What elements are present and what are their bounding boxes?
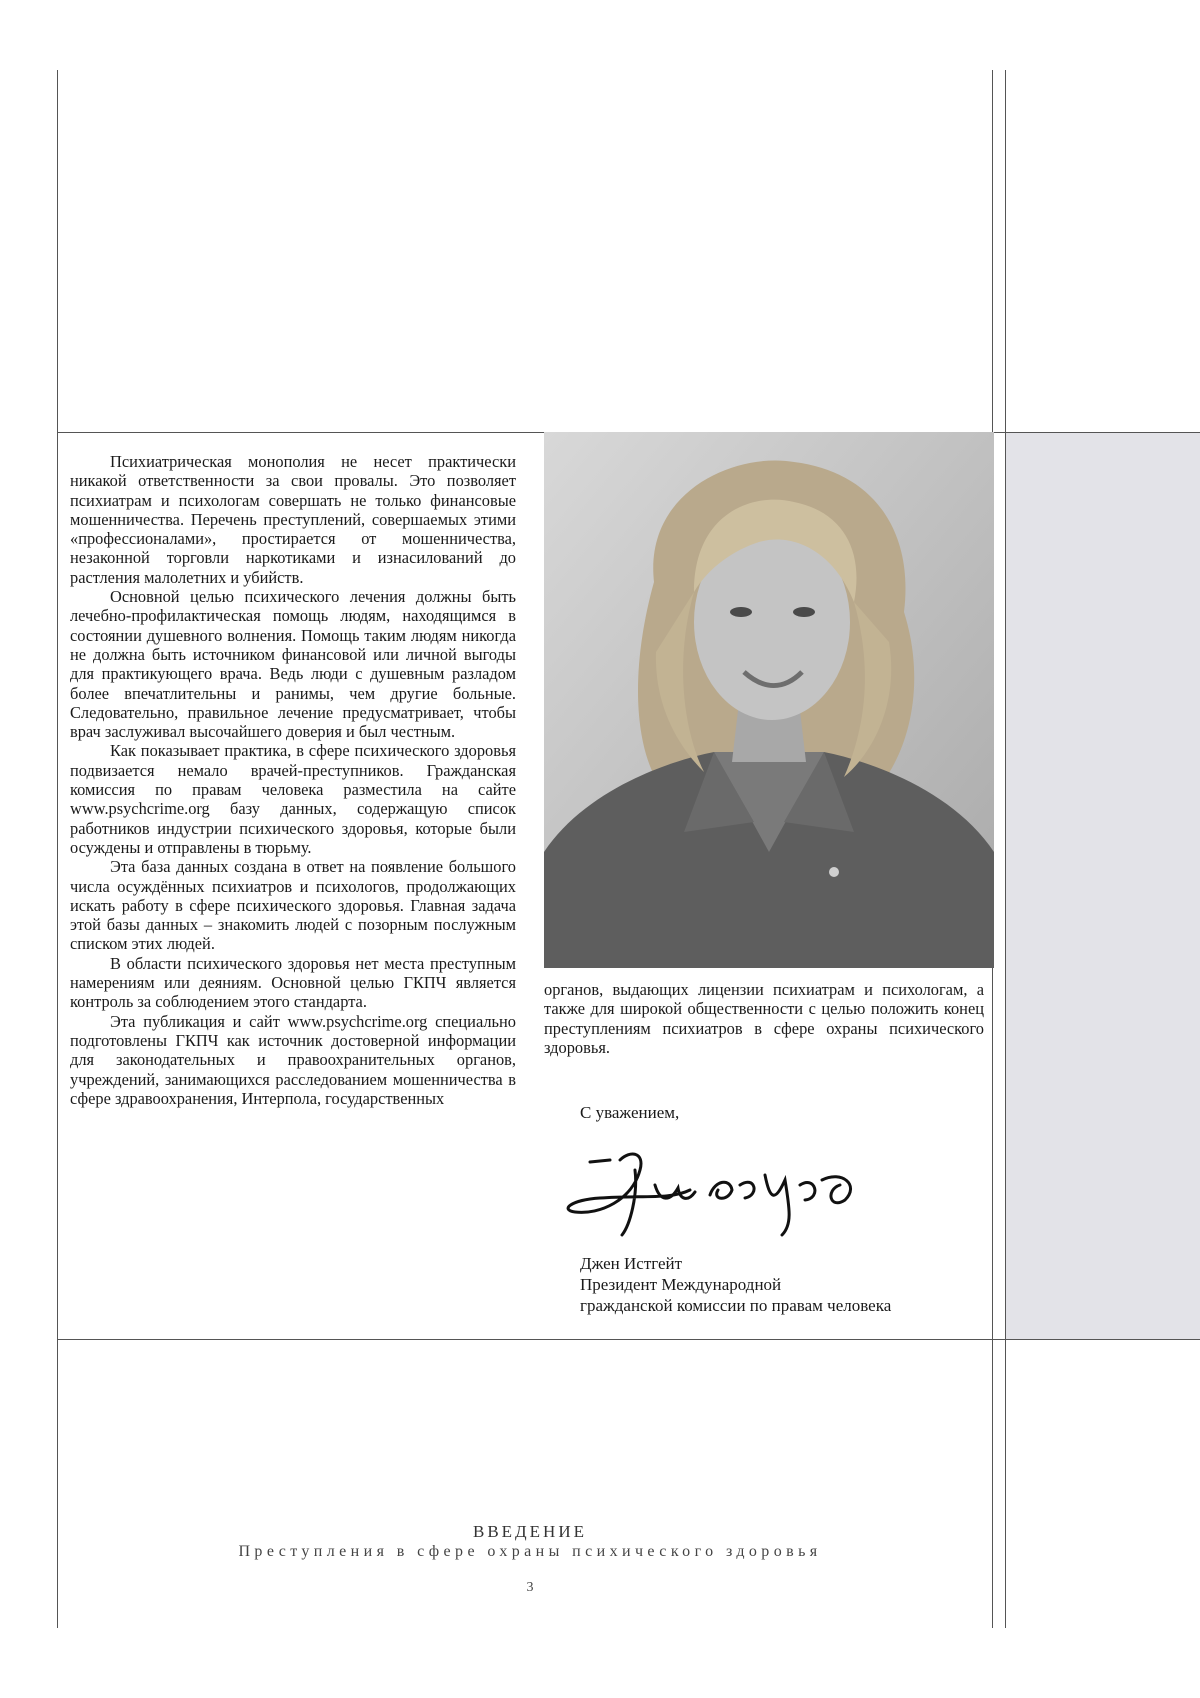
- section-title: ВВЕДЕНИЕ: [473, 1522, 587, 1541]
- paragraph: Эта база данных создана в ответ на появление большого числа осуждённых психиатров и психологов, продолжающих искать работу в сфере психического здоровья. Главная задача этой базы данных – знакомить людей с позорным послужным списком этих людей.: [70, 857, 516, 954]
- paragraph: Эта публикация и сайт www.psychcrime.org специально подготовлены ГКПЧ как источник достоверной информации для законодательных и правоохранительных органов, учреждений, занимающихся расследованием мошенничества в сфере здравоохранения, Интерпола, государственных: [70, 1011, 516, 1108]
- left-margin-rule: [57, 70, 58, 1628]
- bottom-content-rule: [57, 1339, 1200, 1340]
- signer-block: [580, 1253, 891, 1316]
- right-margin-rule-2: [1005, 70, 1006, 1628]
- paragraph: Основной целью психического лечения должны быть лечебно-профилактическая помощь людям, находящимся в состоянии душевного волнения. Помощь таким людям никогда не должна быть источником финансовой или личной выгоды для практикующего врача. Ведь люди с душевным разладом более впечатлительны и ранимы, чем другие больные. Следовательно, правильное лечение предусматривает, чтобы врач заслуживал высочайшего доверия и был честным.: [70, 587, 516, 742]
- paragraph: Как показывает практика, в сфере психического здоровья подвизается немало врачей-преступников. Гражданская комиссия по правам человека разместила на сайте www.psychcrime.org базу данных, содержащую список работников индустрии психического здоровья, которые были осуждены и отправлены в тюрьму.: [70, 741, 516, 857]
- signer-title-line-2: гражданской комиссии по правам человека: [580, 1296, 892, 1315]
- right-text-column: [544, 980, 984, 1057]
- left-text-column: [70, 452, 516, 1108]
- handwritten-signature: [560, 1140, 910, 1250]
- section-subtitle: Преступления в сфере охраны психического здоровья: [238, 1543, 822, 1560]
- paragraph: В области психического здоровья нет места преступным намерениям или деяниям. Основной целью ГКПЧ является контроль за соблюдением этого стандарта.: [70, 953, 516, 1012]
- paragraph-continuation: органов, выдающих лицензии психиатрам и психологам, а также для широкой общественности с целью положить конец преступлениям психиатров в сфере охраны психического здоровья.: [544, 980, 984, 1057]
- signer-title-line-1: Президент Международной: [580, 1275, 782, 1294]
- paragraph: Психиатрическая монополия не несет практически никакой ответственности за свои провалы. Это позволяет психиатрам и психологам совершать не только финансовые мошенничества. Перечень преступлений, совершаемых этими «профессионалами», простирается от мошенничества, незаконной торговли наркотиками и изнасилований до растления малолетних и убийств.: [70, 452, 516, 587]
- page-number: 3: [526, 1580, 534, 1595]
- signer-name: Джен Истгейт: [580, 1254, 683, 1273]
- portrait-photo: [544, 432, 994, 968]
- closing-greeting: С уважением,: [580, 1103, 680, 1122]
- side-band: [1005, 432, 1200, 1339]
